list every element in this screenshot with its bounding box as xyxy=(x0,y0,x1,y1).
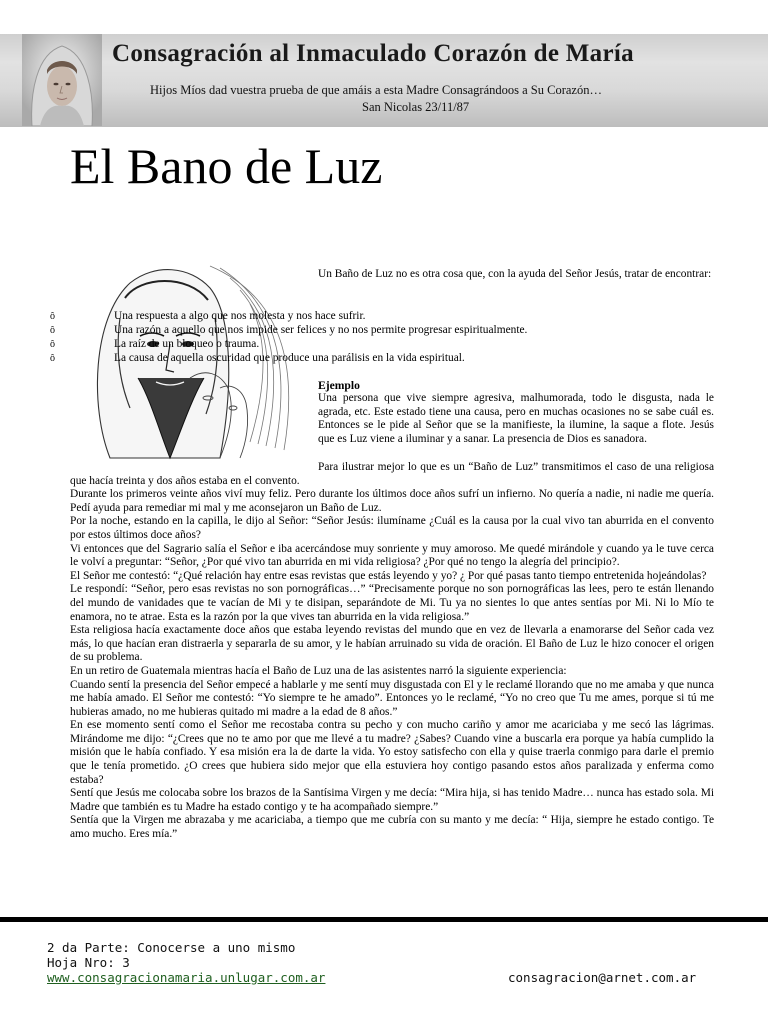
paragraph: Durante los primeros veinte años viví muy feliz. Pero durante los últimos doce años sufrí un infierno. No quería a nadie, ni nadie me quería. Pedí ayuda para remediar mi mal y me aconsejaron un Baño de Luz. xyxy=(70,488,714,514)
list-item xyxy=(50,352,710,366)
banner-subtitle: Hijos Míos dad vuestra prueba de que amáis a esta Madre Consagrándoos a Su Corazón… xyxy=(150,83,602,97)
bullet-marker: ô xyxy=(50,311,55,322)
bullet-text: La causa de aquella oscuridad que produce una parálisis en la vida espiritual. xyxy=(114,351,465,364)
footer-divider xyxy=(0,917,768,922)
paragraph: Esta religiosa hacía exactamente doce años que estaba leyendo revistas del mundo que en vez de llevarla a enamorarse del Señor cada vez más, lo que hacían eran distraerla y separarla de su amor, y le habían arruinado su vida de oración. El Baño de Luz le hizo conocer el origen de su problema. xyxy=(70,624,714,664)
footer-email[interactable]: consagracion@arnet.com.ar xyxy=(508,970,697,985)
virgin-mary-portrait xyxy=(22,34,102,126)
page-title: El Bano de Luz xyxy=(70,138,383,194)
paragraph: Para ilustrar mejor lo que es un “Baño de Luz” transmitimos el caso de una religiosa que hacía treinta y dos años estaba en el convento. xyxy=(70,461,714,487)
paragraph: Le respondí: “Señor, pero esas revistas no son pornográficas…” “Precisamente porque no son pornográficas las lees, pero te están llenando del mundo de vanidades que te vacían de Mi y te disipan, separándote de Mi. Tu ya no sientes lo que antes sentías por Mi. Ni lo Mío te enamora, no te atrae. Esta es la razón por la que vives tan aburrida en la vida religiosa.” xyxy=(70,583,714,623)
footer-part: 2 da Parte: Conocerse a uno mismo xyxy=(47,940,296,955)
bullet-marker: ô xyxy=(50,352,55,364)
paragraph: Vi entonces que del Sagrario salía el Señor e iba acercándose muy sonriente y muy amoroso. Me quedé mirándole y cuando ya le tuve cerca le volví a preguntar: “Señor, ¿Por qué vivo tan aburrida en mi vida religiosa? ¿Por qué no tengo la alegría del principio?. xyxy=(70,542,714,569)
list-item xyxy=(50,324,710,338)
paragraph: Sentí que Jesús me colocaba sobre los brazos de la Santísima Virgen y me decía: “Mira hija, si has tenido Madre… nunca has estado sola. Mi Madre que también es tu Madre ha estado contigo y te ha acompañado siempre.” xyxy=(70,787,714,813)
list-item xyxy=(50,310,710,324)
paragraph: En ese momento sentí como el Señor me recostaba contra su pecho y con mucho cariño y amor me acariciaba y me secó las lágrimas. Mirándome me dijo: “¿Crees que no te amo por que me llevé a tu madre? ¿Sabes? Cuando vine a buscarla era porque ya había cumplido la misión que le había confiado. Y esa misión era la de darte la vida. Yo estoy satisfecho con ella y quise traerla conmigo para darle el premio que le tenía prometido. ¿O crees que hubiera sido mejor que ella estuviera hoy contigo pasando estos años paralizada y enferma como estaba? xyxy=(70,719,714,786)
paragraph: Cuando sentí la presencia del Señor empecé a hablarle y me sentí muy disgustada con El y le reclamé llorando que no me amaba y que nunca me había amado. El Señor me contestó: “Yo siempre te he amado”. Entonces yo le reclamé, “Yo no creo que Tu me ames, porque si tú me hubieras amado, no me hubieras quitado mi madre a la edad de 8 años.” xyxy=(70,678,714,718)
intro-text: Un Baño de Luz no es otra cosa que, con la ayuda del Señor Jesús, tratar de encontrar: xyxy=(318,268,712,280)
bullet-text: Una razón a aquello que nos impide ser felices y no nos permite progresar espiritualmente. xyxy=(114,323,528,336)
bullet-list xyxy=(50,310,710,366)
bullet-marker: ô xyxy=(50,338,55,350)
bullet-marker: ô xyxy=(50,324,55,336)
bullet-text: Una respuesta a algo que nos molesta y nos hace sufrir. xyxy=(114,310,366,322)
banner-title: Consagración al Inmaculado Corazón de María xyxy=(112,40,634,67)
bullet-text: La raíz de un bloqueo o trauma. xyxy=(114,337,260,350)
paragraph: El Señor me contestó: “¿Qué relación hay entre esas revistas que estás leyendo y yo? ¿ Por qué pasas tanto tiempo entretenida hojeándolas? xyxy=(70,569,707,582)
footer-website-link[interactable]: www.consagracionamaria.unlugar.com.ar xyxy=(47,970,326,985)
banner-subtitle-source: San Nicolas 23/11/87 xyxy=(362,100,470,114)
example-heading: Ejemplo xyxy=(318,379,360,392)
top-margin xyxy=(0,0,768,34)
list-item xyxy=(50,338,710,352)
example-text: Una persona que vive siempre agresiva, malhumorada, todo le disgusta, nada le agrada, etc. Este estado tiene una causa, pero en muchas ocasiones no se sabe cuál es. Entonces se le pide al Señor que se la manifieste, la ilumine, la saque a flote. Jesús que es Luz viene a iluminar y a sanar. La presencia de Dios es sanadora. xyxy=(318,392,714,445)
paragraph: Sentía que la Virgen me abrazaba y me acariciaba, a tiempo que me cubría con su manto y me decía: “ Hija, siempre he estado contigo. Te amo mucho. Eres mía.” xyxy=(70,814,714,841)
paragraph: Por la noche, estando en la capilla, le dijo al Señor: “Señor Jesús: ilumíname ¿Cuál es la causa por la cual vivo tan aburrida en el convento por estos últimos doce años? xyxy=(70,515,714,541)
footer-sheet: Hoja Nro: 3 xyxy=(47,955,130,970)
article-body xyxy=(70,461,714,842)
paragraph: En un retiro de Guatemala mientras hacía el Baño de Luz una de las asistentes narró la siguiente experiencia: xyxy=(70,664,567,677)
